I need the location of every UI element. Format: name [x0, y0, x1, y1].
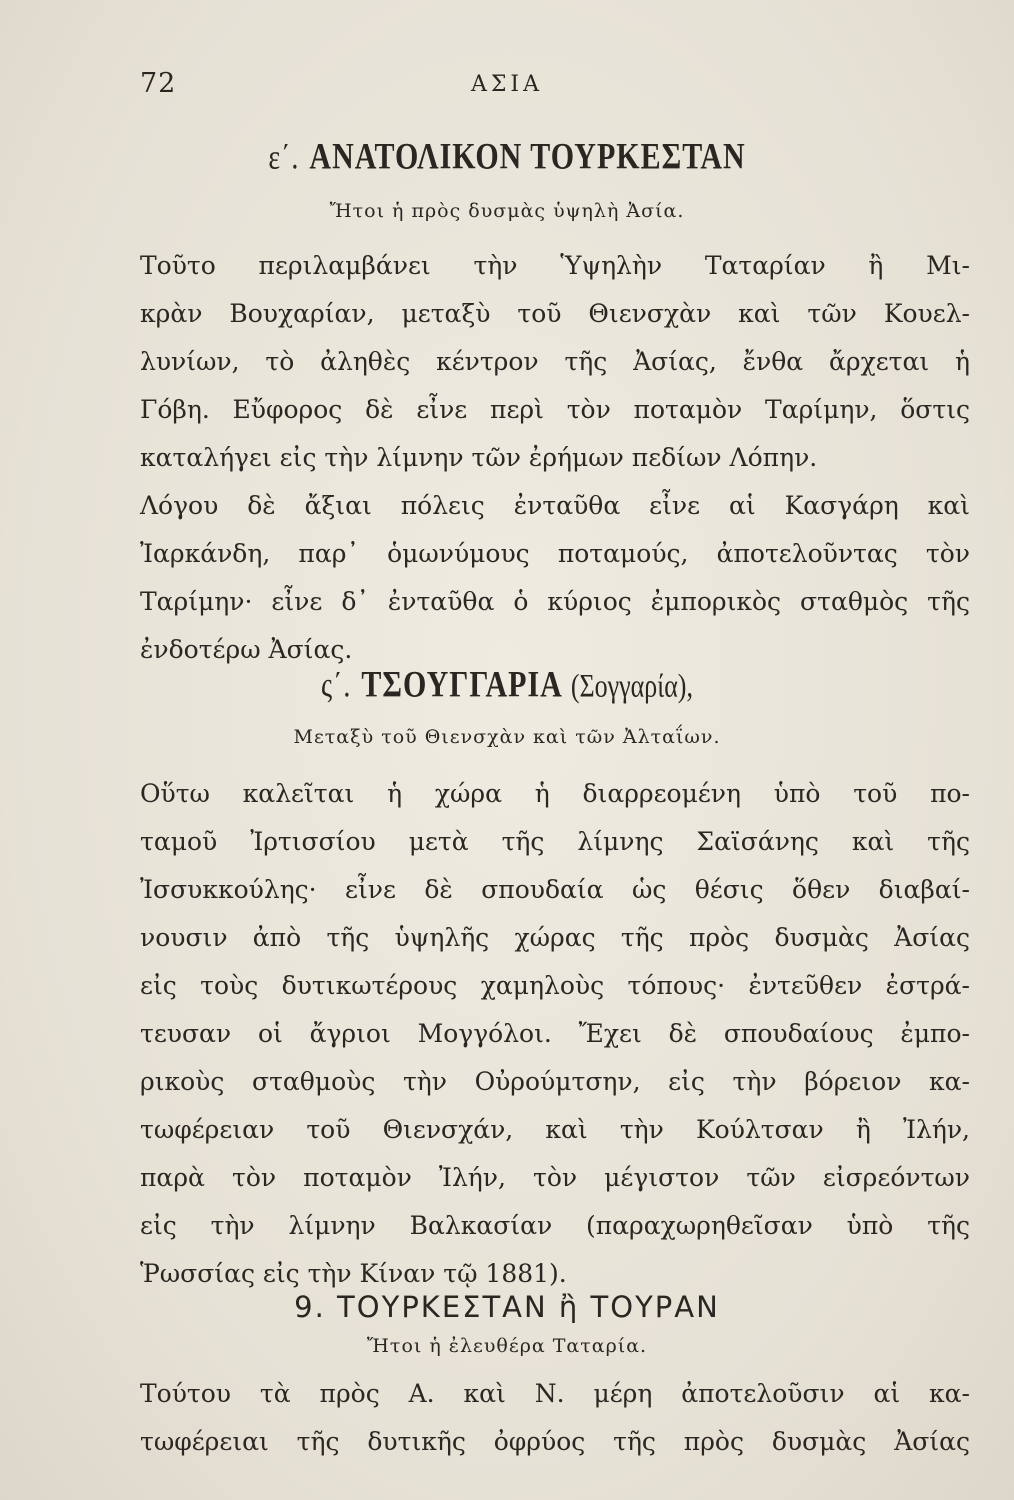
text-line: Γόβη. Εὔφορος δὲ εἶνε περὶ τὸν ποταμὸν Ταρίμην, ὅστις [140, 395, 970, 424]
section-title-dzungaria [0, 664, 1014, 707]
running-head: ΑΣΙΑ [470, 72, 544, 97]
page-header [0, 68, 1014, 108]
text-line: Ῥωσσίας εἰς τὴν Κίναν τῷ 1881). [140, 1259, 567, 1288]
section-subtitle: Ἤτοι ἡ πρὸς δυσμὰς ὑψηλὴ Ἀσία. [329, 200, 685, 222]
section-heading: ΑΝΑΤΟΛΙΚΟΝ ΤΟΥΡΚΕΣΤΑΝ [309, 135, 746, 177]
text-line: κρὰν Βουχαρίαν, μεταξὺ τοῦ Θιενσχὰν καὶ τῶν Κουελ- [140, 299, 970, 328]
section-number: ς΄. [321, 666, 352, 705]
text-line: ἐνδοτέρω Ἀσίας. [140, 635, 353, 664]
text-line: Ἰαρκάνδη, παρ᾽ ὁμωνύμους ποταμούς, ἀποτελοῦντας τὸν [140, 539, 970, 568]
text-line: παρὰ τὸν ποταμὸν Ἰλήν, τὸν μέγιστον τῶν εἰσρεόντων [140, 1163, 970, 1192]
text-line: Τούτου τὰ πρὸς Α. καὶ Ν. μέρη ἀποτελοῦσιν αἱ κα- [140, 1379, 970, 1408]
text-line: λυνίων, τὸ ἀληθὲς κέντρον τῆς Ἀσίας, ἔνθα ἄρχεται ἡ [140, 347, 970, 376]
section-heading: ΤΣΟΥΓΓΑΡΙΑ [361, 663, 563, 705]
section-title-east-turkestan [0, 136, 1014, 179]
paragraph-east-turkestan [140, 242, 970, 674]
text-line: εἰς τοὺς δυτικωτέρους χαμηλοὺς τόπους· ἐντεῦθεν ἐστρά- [140, 971, 970, 1000]
page-number: 72 [140, 68, 177, 99]
paragraph-dzungaria [140, 770, 970, 1298]
text-line: τευσαν οἱ ἄγριοι Μογγόλοι. Ἔχει δὲ σπουδαίους ἐμπο- [140, 1019, 970, 1048]
text-line: καταλήγει εἰς τὴν λίμνην τῶν ἐρήμων πεδίων Λόπην. [140, 443, 818, 472]
section-number: ε΄. [268, 138, 300, 177]
section-subtitle: Μεταξὺ τοῦ Θιενσχὰν καὶ τῶν Ἀλταΐων. [293, 726, 721, 748]
section-title-turkestan: 9. ΤΟΥΡΚΕΣΤΑΝ ἢ ΤΟΥΡΑΝ [294, 1290, 720, 1324]
text-line: εἰς τὴν λίμνην Βαλκασίαν (παραχωρηθεῖσαν ὑπὸ τῆς [140, 1211, 970, 1240]
text-line: Ἰσσυκκούλης· εἶνε δὲ σπουδαία ὡς θέσις ὅθεν διαβαί- [140, 875, 970, 904]
section-subtitle: Ἤτοι ἡ ἐλευθέρα Ταταρία. [366, 1335, 648, 1357]
text-line: τωφέρειαι τῆς δυτικῆς ὀφρύος τῆς πρὸς δυσμὰς Ἀσίας [140, 1427, 970, 1456]
paragraph-turkestan [140, 1370, 970, 1466]
section-heading-alt-name: (Σογγαρία), [570, 667, 693, 704]
text-line: ταμοῦ Ἰρτισσίου μετὰ τῆς λίμνης Σαϊσάνης καὶ τῆς [140, 827, 970, 856]
text-line: τωφέρειαν τοῦ Θιενσχάν, καὶ τὴν Κούλτσαν ἢ Ἰλήν, [140, 1115, 970, 1144]
text-line: Τοῦτο περιλαμβάνει τὴν Ὑψηλὴν Ταταρίαν ἢ Μι- [140, 251, 970, 280]
text-line: Λόγου δὲ ἄξιαι πόλεις ἐνταῦθα εἶνε αἱ Κασγάρη καὶ [140, 491, 970, 520]
text-line: ρικοὺς σταθμοὺς τὴν Οὐρούμτσην, εἰς τὴν βόρειον κα- [140, 1067, 970, 1096]
text-line: Οὕτω καλεῖται ἡ χώρα ἡ διαρρεομένη ὑπὸ τοῦ πο- [140, 779, 970, 808]
text-line: Ταρίμην· εἶνε δ᾽ ἐνταῦθα ὁ κύριος ἐμπορικὸς σταθμὸς τῆς [140, 587, 970, 616]
text-line: νουσιν ἀπὸ τῆς ὑψηλῆς χώρας τῆς πρὸς δυσμὰς Ἀσίας [140, 923, 970, 952]
